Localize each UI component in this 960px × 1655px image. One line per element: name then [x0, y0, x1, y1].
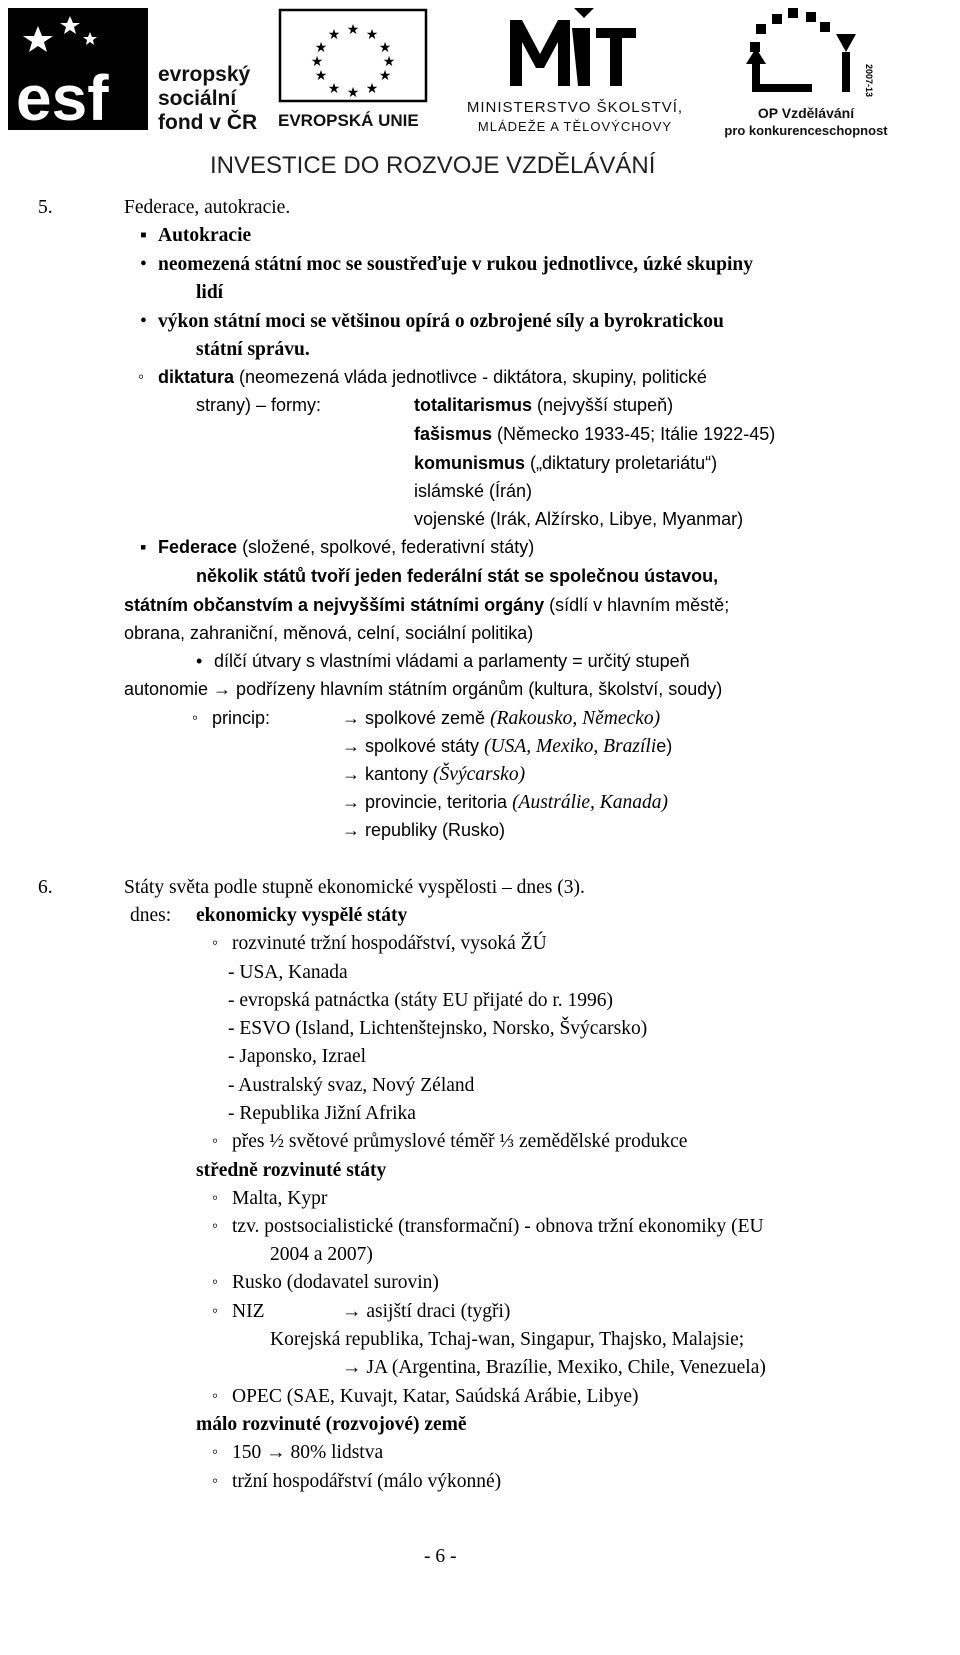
msmt-monogram-icon [440, 6, 710, 94]
princip-3-text: → kantony [342, 764, 434, 784]
princip-2-example: (USA, Mexiko, Brazíli [484, 736, 657, 757]
circle-bullet: ◦ [212, 1301, 219, 1320]
princip-item-2 [342, 737, 672, 757]
msmt-line2: MLÁDEŽE A TĚLOVÝCHOVY [477, 119, 673, 134]
svg-text:★: ★ [378, 68, 392, 84]
esf-line3: fond v ČR [158, 111, 258, 134]
autokracie-point-1a: neomezená státní moc se soustřeďuje v rukou jednotlivce, úzké skupiny [158, 254, 753, 275]
eu-logo [278, 8, 428, 130]
developed-item-1: rozvinuté tržní hospodářství, vysoká ŽÚ [232, 933, 547, 954]
circle-bullet: ◦ [212, 1216, 219, 1235]
form-3-desc: („diktatury proletariátu“) [525, 453, 718, 473]
diktatura-line [158, 368, 707, 386]
low-developed-heading: málo rozvinuté (rozvojové) země [196, 1414, 467, 1435]
form-3-term: komunismus [414, 453, 526, 473]
dot-bullet: • [196, 651, 203, 671]
form-totalitarismus [414, 396, 673, 414]
form-2-term: fašismus [414, 424, 493, 444]
federace-desc: (složené, spolkové, federativní státy) [237, 537, 535, 557]
developed-item-3: - evropská patnáctka (státy EU přijaté do r. 1996) [228, 990, 614, 1011]
svg-text:★: ★ [327, 81, 341, 97]
dot-bullet: • [140, 254, 147, 275]
svg-text:★: ★ [314, 68, 328, 84]
princip-label: princip: [212, 708, 271, 728]
federace-line-2-bold: státním občanstvím a nejvyššími státními orgány [124, 595, 545, 615]
svg-text:★: ★ [310, 54, 324, 70]
federace-line-1: několik států tvoří jeden federální stát se společnou ústavou, [196, 566, 719, 586]
svg-text:★: ★ [365, 27, 379, 43]
federace-line-2 [124, 596, 729, 614]
princip-item-3 [342, 765, 525, 785]
mid-item-4-line-3: → JA (Argentina, Brazílie, Mexiko, Chile, Venezuela) [342, 1357, 766, 1378]
mid-item-4-arrow: → asijští draci (tygři) [342, 1301, 511, 1322]
princip-4-example: (Austrálie, Kanada) [512, 792, 669, 813]
svg-text:★: ★ [346, 85, 360, 101]
federace-term: Federace [158, 537, 238, 557]
op-years: 2007-13 [864, 64, 874, 98]
low-item-1: 150 → 80% lidstva [232, 1442, 384, 1463]
form-2-desc: (Německo 1933-45; Itálie 1922-45) [492, 424, 776, 444]
esf-logo-icon [8, 8, 148, 130]
svg-text:★: ★ [382, 54, 396, 70]
autokracie-point-2a: výkon státní moci se většinou opírá o ozbrojené síly a byrokratickou [158, 311, 724, 332]
section-5-title: Federace, autokracie. [124, 197, 291, 218]
svg-text:★: ★ [314, 40, 328, 56]
page-number: - 6 - [424, 1546, 457, 1567]
developed-item-8: přes ½ světové průmyslové téměř ⅓ zemědělské produkce [232, 1131, 688, 1152]
mid-item-4-line-2: Korejská republika, Tchaj-wan, Singapur, Thajsko, Malajsie; [270, 1329, 745, 1350]
eu-label: EVROPSKÁ UNIE [278, 111, 419, 130]
developed-item-5: - Japonsko, Izrael [228, 1046, 367, 1067]
form-fasismus [414, 425, 775, 443]
princip-1-text: → spolkové země [342, 708, 491, 728]
circle-bullet: ◦ [212, 1471, 219, 1490]
svg-text:★: ★ [346, 22, 360, 38]
op-arrow-icon [716, 4, 896, 99]
diktatura-desc: (neomezená vláda jednotlivce - diktátora, skupiny, politické [234, 367, 707, 387]
developed-item-6: - Australský svaz, Nový Zéland [228, 1075, 475, 1096]
circle-bullet: ◦ [212, 1442, 219, 1461]
mid-item-2a: tzv. postsocialistické (transformační) - obnova tržní ekonomiky (EU [232, 1216, 764, 1237]
mid-item-5: OPEC (SAE, Kuvajt, Katar, Saúdská Arábie, Libye) [232, 1386, 639, 1407]
form-islamske: islámské (Írán) [414, 481, 533, 501]
princip-2-text: → spolkové státy [342, 736, 485, 756]
svg-text:esf: esf [16, 62, 109, 130]
circle-bullet: ◦ [212, 1188, 219, 1207]
op-line1: OP Vzdělávání [757, 105, 855, 121]
diktatura-term: diktatura [158, 367, 235, 387]
princip-2-end: e) [656, 736, 673, 756]
circle-bullet: ◦ [192, 708, 199, 727]
princip-item-5: → republiky (Rusko) [342, 820, 506, 840]
investice-banner: INVESTICE DO ROZVOJE VZDĚLÁVÁNÍ [210, 152, 656, 179]
eu-flag-icon [278, 8, 428, 103]
autokracie-point-1b: lidí [196, 282, 224, 303]
developed-item-2: - USA, Kanada [228, 962, 348, 983]
section-5-number: 5. [38, 197, 53, 218]
form-komunismus [414, 454, 717, 472]
op-line2: pro konkurenceschopnost [724, 123, 888, 138]
svg-text:★: ★ [327, 27, 341, 43]
circle-bullet: ◦ [212, 1386, 219, 1405]
square-bullet: ▪ [140, 225, 147, 246]
developed-item-7: - Republika Jižní Afrika [228, 1103, 416, 1124]
mid-item-3: Rusko (dodavatel surovin) [232, 1272, 439, 1293]
square-bullet: ▪ [140, 537, 147, 557]
princip-3-example: (Švýcarsko) [433, 764, 526, 785]
mid-item-2b: 2004 a 2007) [270, 1244, 373, 1265]
autokracie-heading: Autokracie [158, 225, 252, 246]
esf-logo [8, 8, 268, 134]
svg-text:★: ★ [378, 40, 392, 56]
circle-bullet: ◦ [212, 933, 219, 952]
princip-item-4 [342, 793, 668, 813]
form-vojenske: vojenské (Irák, Alžírsko, Libye, Myanmar) [414, 509, 744, 529]
economically-developed-heading: ekonomicky vyspělé státy [196, 905, 408, 926]
federace-heading [158, 538, 534, 556]
op-logo [716, 4, 896, 138]
circle-bullet: ◦ [138, 367, 145, 386]
section-6-title: Státy světa podle stupně ekonomické vyspělosti – dnes (3). [124, 877, 585, 898]
mid-item-4: NIZ [232, 1301, 265, 1322]
dnes-label: dnes: [130, 905, 172, 926]
low-item-2: tržní hospodářství (málo výkonné) [232, 1471, 502, 1492]
princip-item-1 [342, 709, 660, 729]
federace-line-2-rest: (sídlí v hlavním městě; [544, 595, 730, 615]
esf-line2: sociální [158, 87, 237, 110]
form-1-desc: (nejvyšší stupeň) [532, 395, 674, 415]
dilci-line-2: autonomie → podřízeny hlavním státním orgánům (kultura, školství, soudy) [124, 679, 723, 699]
mid-developed-heading: středně rozvinuté státy [196, 1160, 387, 1181]
svg-text:★: ★ [365, 81, 379, 97]
princip-4-text: → provincie, teritoria [342, 792, 513, 812]
section-6-number: 6. [38, 877, 53, 898]
circle-bullet: ◦ [212, 1272, 219, 1291]
princip-1-example: (Rakousko, Německo) [490, 708, 661, 729]
developed-item-4: - ESVO (Island, Lichtenštejnsko, Norsko, Švýcarsko) [228, 1018, 648, 1039]
msmt-line1: MINISTERSTVO ŠKOLSTVÍ, [466, 99, 684, 116]
esf-line1: evropský [158, 63, 251, 86]
circle-bullet: ◦ [212, 1131, 219, 1150]
mid-item-1: Malta, Kypr [232, 1188, 328, 1209]
federace-line-3: obrana, zahraniční, měnová, celní, sociální politika) [124, 623, 534, 643]
msmt-logo [440, 6, 710, 132]
form-1-term: totalitarismus [414, 395, 533, 415]
autokracie-point-2b: státní správu. [196, 339, 310, 360]
dot-bullet: • [140, 311, 147, 332]
dilci-line-1: dílčí útvary s vlastními vládami a parlamenty = určitý stupeň [214, 651, 690, 671]
diktatura-forms-label: strany) – formy: [196, 395, 322, 415]
